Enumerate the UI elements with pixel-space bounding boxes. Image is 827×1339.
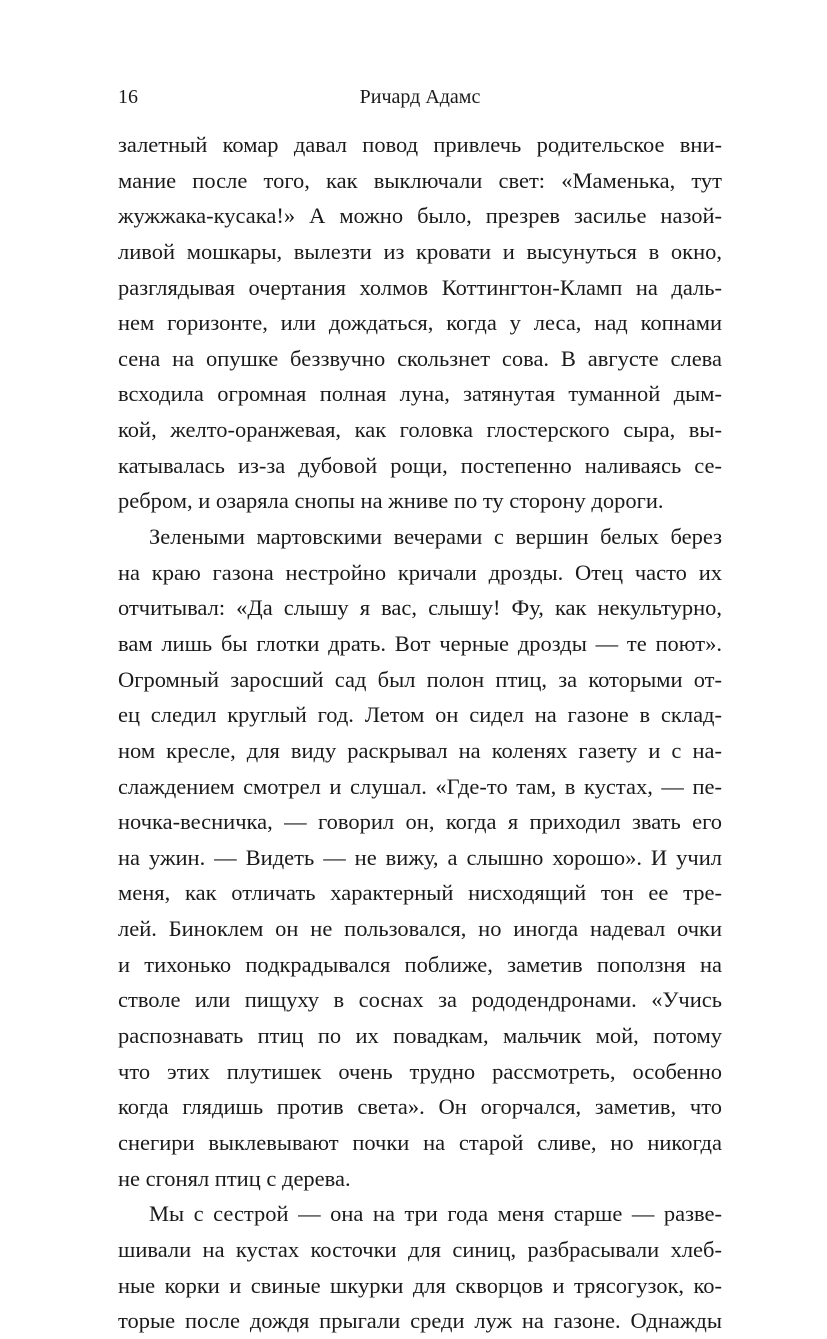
text-line: жужжака-кусака!» А можно было, презрев засилье назой- [118,203,722,229]
text-line: залетный комар давал повод привлечь родительское вни- [118,132,722,157]
text-line: кой, желто-оранжевая, как головка глостерского сыра, вы- [118,417,722,443]
running-head [118,82,722,112]
text-line: ные корки и свиные шкурки для скворцов и трясогузок, ко- [118,1272,722,1298]
body-text [118,127,722,1339]
page-number: 16 [118,86,138,108]
text-line: лей. Биноклем он не пользовался, но иногда надевал очки [118,916,722,942]
text-line: стволе или пищуху в соснах за рододендронами. «Учись [118,987,722,1013]
text-line: катывалась из-за дубовой рощи, постепенно наливаясь се- [118,452,722,478]
text-line: ребром, и озаряла снопы на жниве по ту сторону дороги. [118,488,664,514]
paragraph-first-line: Зелеными мартовскими вечерами с вершин белых берез [149,524,722,550]
text-line: на краю газона нестройно кричали дрозды. Отец часто их [118,559,722,585]
text-line: на ужин. — Видеть — не вижу, а слышно хорошо». И учил [118,844,722,870]
text-line: снегири выклевывают почки на старой сливе, но никогда [118,1129,722,1155]
text-line: мание после того, как выключали свет: «Маменька, тут [118,167,722,193]
text-line: ночка-весничка, — говорил он, когда я приходил звать его [118,809,722,835]
text-line: сена на опушке беззвучно скользнет сова. В августе слева [118,345,722,371]
text-line: не сгонял птиц с дерева. [118,1165,351,1191]
text-line: слаждением смотрел и слушал. «Где-то там, в кустах, — пе- [118,773,722,799]
text-line: ливой мошкары, вылезти из кровати и высунуться в окно, [118,238,722,264]
text-line: распознавать птиц по их повадкам, мальчик мой, потому [118,1023,722,1049]
text-line: отчитывал: «Да слышу я вас, слышу! Фу, как некультурно, [118,595,722,621]
text-line: когда глядишь против света». Он огорчался, заметив, что [118,1094,722,1120]
text-line: меня, как отличать характерный нисходящий тон ее тре- [118,880,722,906]
text-line: торые после дождя прыгали среди луж на газоне. Однажды [118,1308,722,1334]
text-line: ном кресле, для виду раскрывал на коленях газету и с на- [118,737,722,763]
text-line: Огромный заросший сад был полон птиц, за которыми от- [118,666,722,692]
text-line: разглядывая очертания холмов Коттингтон-Кламп на даль- [118,274,722,300]
text-line: нем горизонте, или дождаться, когда у леса, над копнами [118,310,722,336]
running-head-author: Ричард Адамс [359,86,481,108]
text-line: вам лишь бы глотки драть. Вот черные дрозды — те поют». [118,630,722,656]
text-line: ец следил круглый год. Летом он сидел на газоне в склад- [118,702,722,728]
text-line: всходила огромная полная луна, затянутая туманной дым- [118,381,722,407]
text-line: что этих плутишек очень трудно рассмотреть, особенно [118,1058,722,1084]
paragraph-first-line: Мы с сестрой — она на три года меня старше — разве- [149,1201,722,1227]
text-line: и тихонько подкрадывался поближе, заметив поползня на [118,951,722,977]
text-line: шивали на кустах косточки для синиц, разбрасывали хлеб- [118,1236,722,1262]
